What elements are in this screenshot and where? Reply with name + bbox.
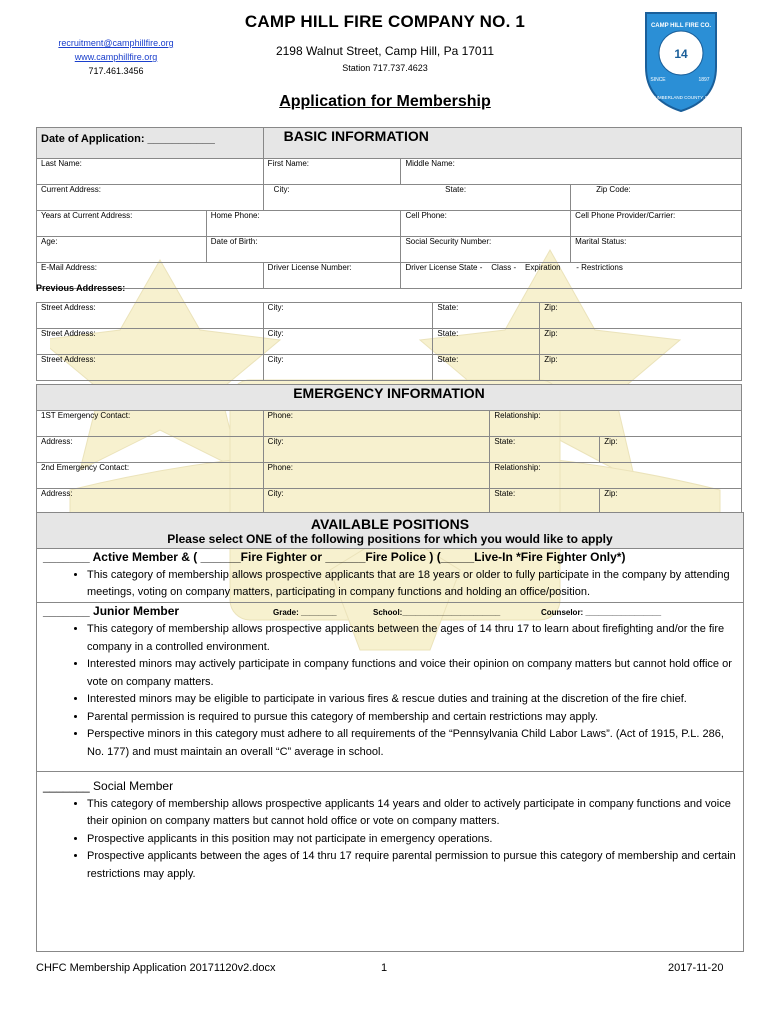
available-positions-section	[36, 512, 744, 952]
emergency-city-2-field[interactable]: City:	[263, 489, 490, 515]
junior-member-bullets	[37, 621, 743, 761]
junior-member-block	[37, 602, 743, 762]
basic-info-table	[36, 127, 742, 289]
active-member-bullets	[37, 567, 743, 602]
active-member-block	[37, 548, 743, 602]
badge-number: 14	[674, 47, 688, 61]
emergency-contact-1-field[interactable]: 1ST Emergency Contact:	[37, 411, 264, 437]
footer-date: 2017-11-20	[668, 962, 724, 974]
emergency-contact-2-field[interactable]: 2nd Emergency Contact:	[37, 463, 264, 489]
emergency-phone-1-field[interactable]: Phone:	[263, 411, 490, 437]
emergency-city-1-field[interactable]: City:	[263, 437, 490, 463]
prev-zip-1[interactable]: Zip:	[540, 303, 742, 329]
prev-state-3[interactable]: State:	[433, 355, 540, 381]
social-member-option[interactable]: _______ Social Member	[43, 779, 174, 793]
badge-bottom-text: CUMBERLAND COUNTY, PA	[651, 95, 711, 100]
email-field[interactable]: E-Mail Address:	[37, 263, 264, 289]
emergency-state-1-field[interactable]: State:	[490, 437, 600, 463]
prev-city-1[interactable]: City:	[263, 303, 433, 329]
emergency-address-2-field[interactable]: Address:	[37, 489, 264, 515]
badge-right-text: 1897	[698, 77, 710, 83]
positions-heading: AVAILABLE POSITIONS	[310, 516, 470, 532]
zip-code-field[interactable]: State: Zip Code:	[571, 185, 742, 211]
junior-counselor-field[interactable]: Counselor: _________________	[541, 607, 662, 617]
prev-street-1[interactable]: Street Address:	[37, 303, 264, 329]
junior-bullet-1: • This category of membership allows prospective applicants between the ages of 14 thru 17 to learn about firefighting and/or the fire company in a controlled environment.	[87, 621, 743, 656]
emergency-relationship-2-field[interactable]: Relationship:	[490, 463, 742, 489]
social-bullet-3: • Prospective applicants between the ages of 14 thru 17 require parental permission to pursue this category of membership and certain restrictions may apply.	[87, 848, 743, 883]
dl-expiration-label: Expiration	[525, 263, 561, 272]
middle-name-field[interactable]: Middle Name:	[401, 159, 742, 185]
emergency-address-1-field[interactable]: Address:	[37, 437, 264, 463]
form-title: Application for Membership	[279, 93, 491, 110]
junior-grade-field[interactable]: Grade: ________	[273, 607, 337, 617]
company-address: 2198 Walnut Street, Camp Hill, Pa 17011	[275, 44, 495, 58]
emergency-state-2-field[interactable]: State:	[490, 489, 600, 515]
first-name-field[interactable]: First Name:	[263, 159, 401, 185]
prev-city-3[interactable]: City:	[263, 355, 433, 381]
emergency-info-table	[36, 384, 742, 515]
junior-bullet-5: • Perspective minors in this category must adhere to all requirements of the “Pennsylvania Child Labor Laws”. (Act of 1915, P.L. 286, No. 177) and must maintain an overall “C” average in school.	[87, 726, 743, 761]
contact-block	[36, 36, 196, 78]
website-link[interactable]: www.camphillfire.org	[74, 52, 158, 62]
emergency-relationship-1-field[interactable]: Relationship:	[490, 411, 742, 437]
junior-bullet-2: • Interested minors may actively participate in company functions and voice their opinion on company matters but cannot hold office or vote on company matters.	[87, 656, 743, 691]
prev-zip-2[interactable]: Zip:	[540, 329, 742, 355]
active-member-option[interactable]: _______ Active Member & ( ______Fire Fighter or ______Fire Police ) (_____Live-In *Fire Fighter Only*)	[43, 550, 626, 564]
cell-provider-field[interactable]: Cell Phone Provider/Carrier:	[571, 211, 742, 237]
dl-restrictions-label: - Restrictions	[576, 263, 623, 272]
ssn-field[interactable]: Social Security Number:	[401, 237, 571, 263]
dl-state-field[interactable]: Driver License State - Class - Expiration - Restrictions	[401, 263, 742, 289]
footer-doc-name: CHFC Membership Application 20171120v2.docx	[36, 962, 276, 974]
prev-city-2[interactable]: City:	[263, 329, 433, 355]
prev-street-2[interactable]: Street Address:	[37, 329, 264, 355]
badge-top-text: CAMP HILL FIRE CO.	[650, 23, 712, 29]
contact-phone: 717.461.3456	[88, 66, 144, 76]
station-phone: Station 717.737.4623	[342, 63, 428, 73]
city-field[interactable]: City:	[263, 185, 571, 211]
date-of-application[interactable]: Date of Application: ___________	[37, 128, 264, 159]
prev-state-2[interactable]: State:	[433, 329, 540, 355]
years-at-address-field[interactable]: Years at Current Address:	[37, 211, 207, 237]
positions-instruction: Please select ONE of the following positions for which you would like to apply	[167, 532, 613, 546]
current-address-field[interactable]: Current Address:	[37, 185, 264, 211]
home-phone-field[interactable]: Home Phone:	[206, 211, 401, 237]
dob-field[interactable]: Date of Birth:	[206, 237, 401, 263]
age-field[interactable]: Age:	[37, 237, 207, 263]
dl-class-label: Class -	[491, 263, 517, 272]
active-bullet-1: • This category of membership allows prospective applicants that are 18 years or older to fully participate in the company by attending meetings, voting on company matters, participating in company functions and holding an office/position.	[87, 567, 743, 602]
social-member-bullets	[37, 796, 743, 884]
emergency-info-heading: EMERGENCY INFORMATION	[37, 385, 742, 411]
junior-bullet-4: • Parental permission is required to pursue this category of membership and certain restrictions may apply.	[87, 709, 743, 727]
last-name-field[interactable]: Last Name:	[37, 159, 264, 185]
junior-school-field[interactable]: School:______________________	[373, 607, 501, 617]
dl-number-field[interactable]: Driver License Number:	[263, 263, 401, 289]
junior-member-option[interactable]: _______ Junior Member	[43, 603, 180, 618]
badge-left-text: SINCE	[650, 77, 666, 83]
basic-info-heading: BASIC INFORMATION	[263, 128, 741, 159]
previous-addresses-table	[36, 302, 742, 381]
previous-addresses-heading: Previous Addresses:	[36, 283, 126, 293]
cell-phone-field[interactable]: Cell Phone:	[401, 211, 571, 237]
social-bullet-1: • This category of membership allows prospective applicants 14 years and older to actively participate in company functions and voice their opinion on company matters but cannot hold office or vote on company matters.	[87, 796, 743, 831]
footer-page-number: 1	[381, 962, 388, 974]
emergency-zip-2-field[interactable]: Zip:	[600, 489, 742, 515]
emergency-phone-2-field[interactable]: Phone:	[263, 463, 490, 489]
positions-header	[37, 513, 743, 548]
social-bullet-2: • Prospective applicants in this position may not participate in emergency operations.	[87, 831, 743, 849]
company-name: CAMP HILL FIRE COMPANY NO. 1	[244, 12, 526, 31]
prev-state-1[interactable]: State:	[433, 303, 540, 329]
junior-bullet-3: • Interested minors may be eligible to participate in various fires & rescue duties and training at the discretion of the fire chief.	[87, 691, 743, 709]
prev-street-3[interactable]: Street Address:	[37, 355, 264, 381]
prev-zip-3[interactable]: Zip:	[540, 355, 742, 381]
social-member-block	[37, 771, 743, 883]
emergency-zip-1-field[interactable]: Zip:	[600, 437, 742, 463]
email-link[interactable]: recruitment@camphillfire.org	[58, 38, 174, 48]
fire-company-badge	[638, 5, 724, 115]
marital-status-field[interactable]: Marital Status:	[571, 237, 742, 263]
state-field[interactable]: State:	[445, 185, 467, 194]
